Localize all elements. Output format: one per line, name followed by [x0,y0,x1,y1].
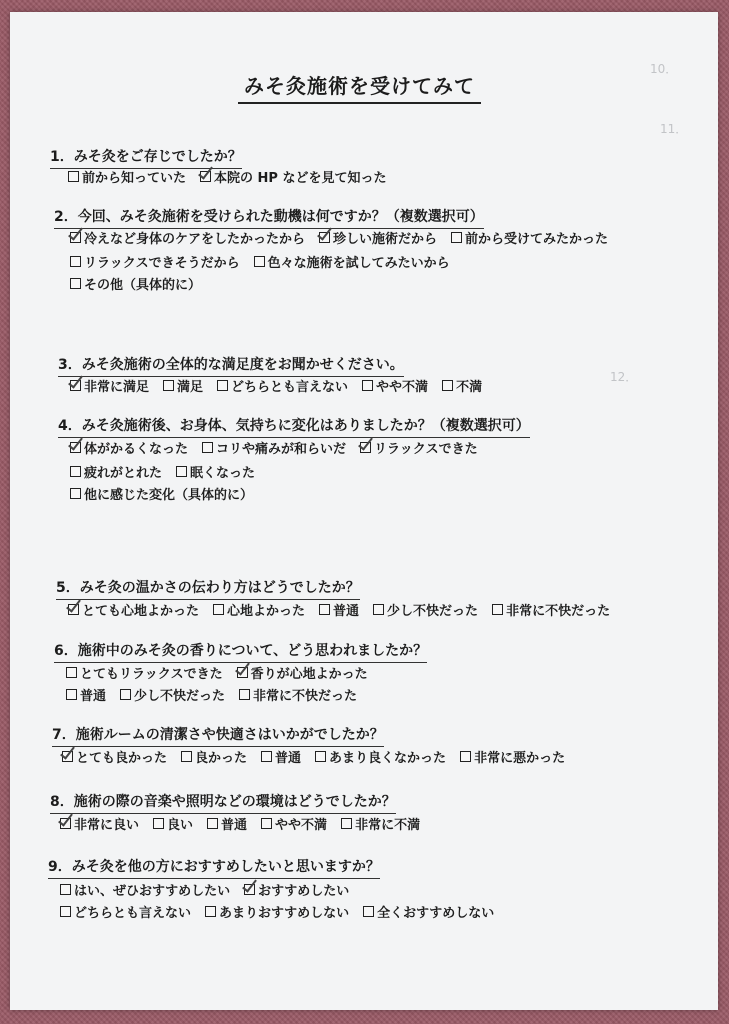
checkbox[interactable] [341,818,352,829]
question-9-label: 9．みそ灸を他の方におすすめしたいと思いますか？ [48,856,380,879]
checkbox-checked[interactable] [319,232,330,243]
option-label: どちらとも言えない [74,906,192,921]
checkbox[interactable] [60,906,71,917]
option-label: 普通 [333,604,360,619]
option[interactable] [68,167,186,186]
checkbox[interactable] [205,906,216,917]
option-label: 冷えなど身体のケアをしたかったから [84,232,306,247]
checkbox[interactable] [213,604,224,615]
option-label: 少し不快だった [134,689,226,704]
option-label: 疲れがとれた [84,466,163,481]
checkbox[interactable] [239,689,250,700]
checkbox[interactable] [120,689,131,700]
question-8-label: 8．施術の際の音楽や照明などの環境はどうでしたか？ [50,791,396,814]
option[interactable] [261,814,327,833]
option-label: やや不満 [275,818,328,833]
option-label: リラックスできそうだから [84,256,240,271]
option-label: とても心地よかった [82,604,200,619]
question-4-options-row-2 [70,462,269,481]
show-through-text: 12． [610,370,638,384]
option[interactable] [70,274,201,293]
option[interactable] [460,747,565,766]
option-label: 不満 [456,380,483,395]
checkbox[interactable] [70,256,81,267]
option[interactable] [315,747,446,766]
option[interactable] [181,747,247,766]
option[interactable] [120,685,225,704]
option[interactable] [363,902,494,921]
option[interactable] [70,438,188,457]
option[interactable] [202,438,346,457]
option-label: 満足 [177,380,204,395]
option[interactable] [66,685,106,704]
option-label: 非常に良い [74,818,140,833]
question-1-options [68,167,400,186]
survey-sheet [10,12,718,1010]
option-label: 非常に不快だった [253,689,358,704]
option[interactable] [237,663,368,682]
option[interactable] [60,902,191,921]
option[interactable] [70,376,149,395]
option[interactable] [153,814,193,833]
option[interactable] [319,600,359,619]
checkbox[interactable] [254,256,265,267]
checkbox[interactable] [163,380,174,391]
option-label: 色々な施術を試してみたいから [267,256,450,271]
option-label: 非常に不満 [355,818,421,833]
question-9-options-row-1 [60,880,363,899]
option-label: やや不満 [376,380,429,395]
question-1-label: 1．みそ灸をご存じでしたか？ [50,146,242,169]
option-label: 非常に満足 [84,380,150,395]
option-label: 全くおすすめしない [377,906,495,921]
option-label: その他（具体的に） [84,278,202,293]
checkbox-checked[interactable] [62,751,73,762]
checkbox[interactable] [217,380,228,391]
option-label: 非常に悪かった [474,751,566,766]
option-label: はい、ぜひおすすめしたい [74,884,231,899]
question-5-options [68,600,624,619]
option-label: 良い [167,818,194,833]
option-label: おすすめしたい [258,884,350,899]
show-through-text: 10． [650,62,678,76]
option[interactable] [239,685,357,704]
option[interactable] [451,228,608,247]
question-7-options [62,747,579,766]
checkbox[interactable] [207,818,218,829]
option[interactable] [261,747,301,766]
option-label: 香りが心地よかった [250,667,368,682]
checkbox[interactable] [202,442,213,453]
option-label: リラックスできた [374,442,478,457]
option[interactable] [213,600,305,619]
option[interactable] [163,376,203,395]
option[interactable] [70,228,305,247]
option-label: 前から受けてみたかった [465,232,609,247]
question-6-options-row-2 [66,685,371,704]
option[interactable] [60,880,230,899]
option-label: 体がかるくなった [84,442,189,457]
question-4-options-row-3 [70,484,267,503]
checkbox[interactable] [70,278,81,289]
option-label: 少し不快だった [387,604,479,619]
checkbox[interactable] [319,604,330,615]
checkbox-checked[interactable] [60,818,71,829]
question-6-label: 6．施術中のみそ灸の香りについて、どう思われましたか？ [54,640,427,663]
option[interactable] [70,462,162,481]
checkbox[interactable] [315,751,326,762]
checkbox-checked[interactable] [244,884,255,895]
checkbox-checked[interactable] [360,442,371,453]
option[interactable] [205,902,349,921]
option-label: あまり良くなかった [329,751,447,766]
option[interactable] [360,438,478,457]
checkbox-checked[interactable] [70,442,81,453]
checkbox[interactable] [261,751,272,762]
option-label: とても良かった [76,751,168,766]
option-label: 他に感じた変化（具体的に） [84,488,254,503]
question-2-options-row-2 [70,252,464,271]
option[interactable] [492,600,610,619]
survey-title: みそ灸施術を受けてみて [238,70,481,104]
option[interactable] [70,484,253,503]
option[interactable] [200,167,386,186]
question-8-options [60,814,434,833]
question-3-options [70,376,496,395]
checkbox[interactable] [70,466,81,477]
option[interactable] [319,228,437,247]
option[interactable] [66,663,223,682]
checkbox[interactable] [66,667,77,678]
question-9-options-row-2 [60,902,508,921]
question-3-label: 3．みそ灸施術の全体的な満足度をお聞かせください。 [58,354,404,377]
checkbox[interactable] [261,818,272,829]
option-label: 前から知っていた [82,171,187,186]
option-label: あまりおすすめしない [219,906,350,921]
option-label: 珍しい施術だから [333,232,438,247]
checkbox[interactable] [60,884,71,895]
option-label: どちらとも言えない [231,380,349,395]
option[interactable] [217,376,348,395]
option-label: 非常に不快だった [506,604,611,619]
option[interactable] [362,376,428,395]
option[interactable] [207,814,247,833]
option-label: 普通 [275,751,302,766]
option-label: とてもリラックスできた [80,667,223,682]
checkbox[interactable] [442,380,453,391]
checkbox[interactable] [181,751,192,762]
option[interactable] [70,252,240,271]
checkbox[interactable] [373,604,384,615]
checkbox-checked[interactable] [68,604,79,615]
question-6-options-row-1 [66,663,382,682]
option[interactable] [60,814,139,833]
question-5-label: 5．みそ灸の温かさの伝わり方はどうでしたか？ [56,577,360,600]
checkbox-checked[interactable] [70,232,81,243]
question-2-options-row-1 [70,228,622,247]
option-label: 良かった [195,751,248,766]
option-label: 普通 [221,818,248,833]
question-4-options-row-1 [70,438,492,457]
checkbox-checked[interactable] [237,667,248,678]
option[interactable] [68,600,199,619]
option[interactable] [341,814,420,833]
checkbox[interactable] [363,906,374,917]
option[interactable] [373,600,478,619]
checkbox-checked[interactable] [200,171,211,182]
question-4-label: 4．みそ灸施術後、お身体、気持ちに変化はありましたか？（複数選択可） [58,415,530,438]
checkbox[interactable] [68,171,79,182]
question-7-label: 7．施術ルームの清潔さや快適さはいかがでしたか？ [52,724,384,747]
checkbox[interactable] [176,466,187,477]
option-label: 眠くなった [190,466,256,481]
checkbox-checked[interactable] [70,380,81,391]
option-label: 普通 [80,689,107,704]
checkbox[interactable] [492,604,503,615]
question-2-options-row-3 [70,274,215,293]
option[interactable] [176,462,255,481]
checkbox[interactable] [153,818,164,829]
option-label: コリや痛みが和らいだ [216,442,347,457]
option[interactable] [62,747,167,766]
option-label: 心地よかった [227,604,306,619]
option[interactable] [244,880,349,899]
option-label: 本院の HP などを見て知った [214,171,387,186]
checkbox[interactable] [451,232,462,243]
checkbox[interactable] [70,488,81,499]
option[interactable] [254,252,450,271]
show-through-text: 11． [660,122,688,136]
question-2-label: 2．今回、みそ灸施術を受けられた動機は何ですか？（複数選択可） [54,206,484,229]
option[interactable] [442,376,482,395]
checkbox[interactable] [460,751,471,762]
checkbox[interactable] [362,380,373,391]
checkbox[interactable] [66,689,77,700]
